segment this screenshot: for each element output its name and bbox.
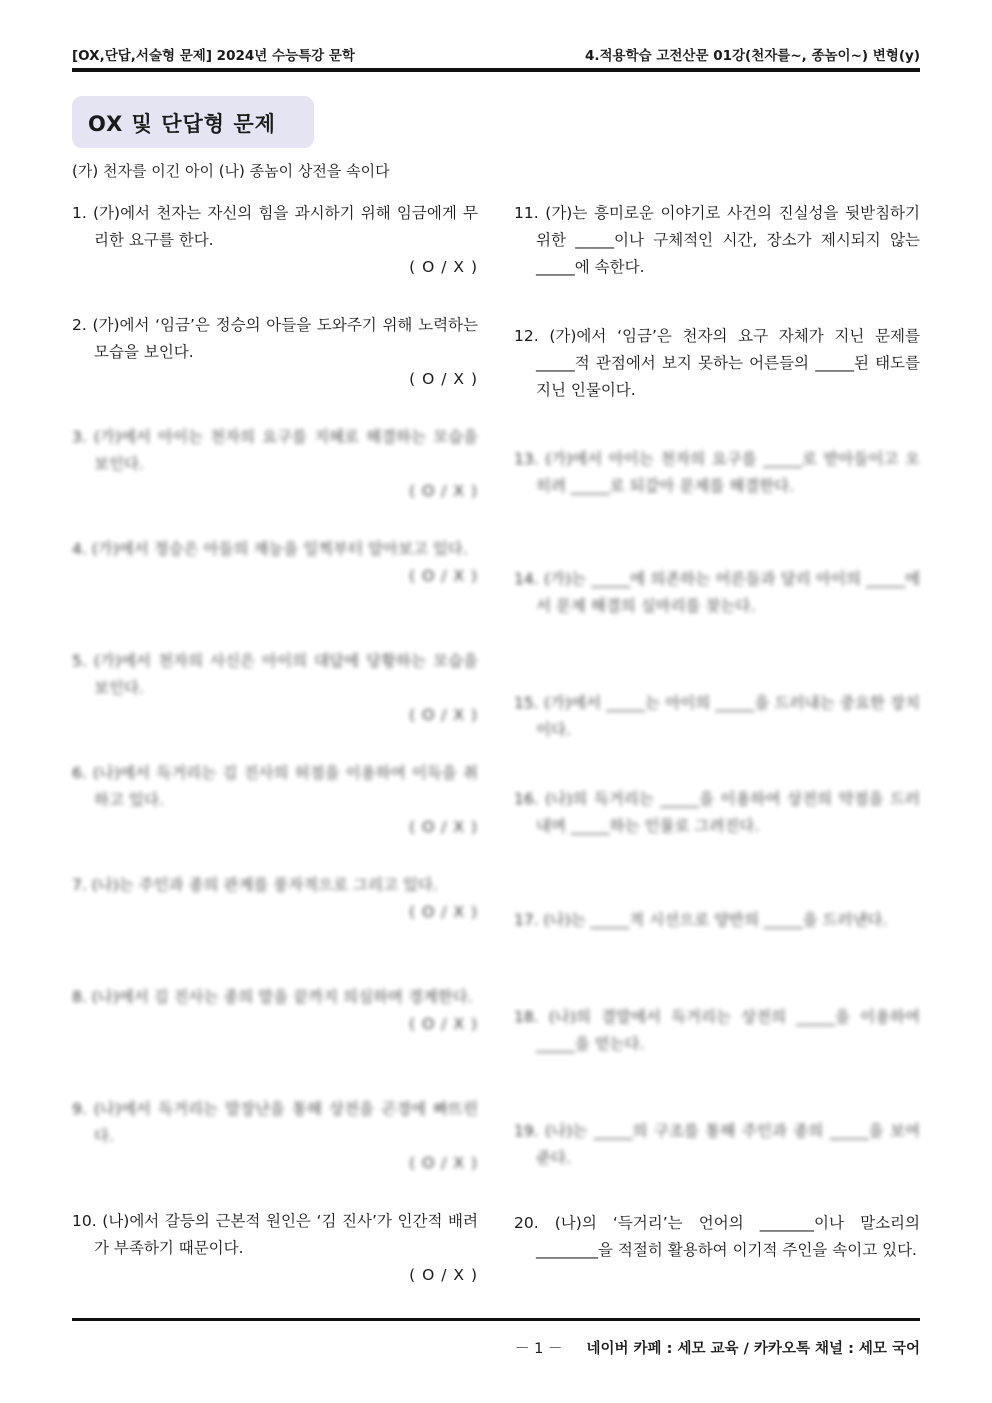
- question-text: 1. (가)에서 천자는 자신의 힘을 과시하기 위해 임금에게 무리한 요구를 한다.: [72, 204, 478, 249]
- question-12: [514, 323, 920, 404]
- question-16: [514, 786, 920, 840]
- question-text: 5. (가)에서 천자의 사신은 아이의 대답에 당황하는 모습을 보인다.: [72, 652, 478, 697]
- ox-answer: ( O / X ): [409, 1266, 478, 1284]
- page-number: － 1 －: [515, 1341, 563, 1357]
- question-4: [72, 536, 478, 590]
- question-text: 16. (나)의 득거리는 _____을 이용하여 상전의 약점을 드러내며 _____하는 인물로 그려진다.: [514, 790, 920, 835]
- question-text: 12. (가)에서 ‘임금’은 천자의 요구 자체가 지닌 문제를 _____적 관점에서 보지 못하는 어른들의 _____된 태도를 지닌 인물이다.: [514, 327, 920, 399]
- header-divider: [72, 68, 920, 72]
- footer-divider: [72, 1318, 920, 1321]
- question-text: 2. (가)에서 ‘임금’은 정승의 아들을 도와주기 위해 노력하는 모습을 보인다.: [72, 316, 478, 361]
- question-13: [514, 446, 920, 500]
- question-15: [514, 690, 920, 744]
- footer-channel-info: 네이버 카페 : 세모 교육 / 카카오톡 채널 : 세모 국어: [586, 1341, 920, 1357]
- question-1: [72, 200, 478, 281]
- question-text: 11. (가)는 흥미로운 이야기로 사건의 진실성을 뒷받침하기 위한 _____이나 구체적인 시간, 장소가 제시되지 않는 _____에 속한다.: [514, 204, 920, 276]
- section-title-badge: [72, 96, 314, 148]
- question-text: 8. (나)에서 김 진사는 종의 말을 끝까지 의심하며 경계한다.: [72, 988, 473, 1006]
- section-title: OX 및 단답형 문제: [88, 112, 276, 136]
- question-7: [72, 872, 478, 926]
- question-text: 7. (나)는 주인과 종의 관계를 풍자적으로 그리고 있다.: [72, 876, 438, 894]
- question-text: 9. (나)에서 득거리는 말장난을 통해 상전을 곤경에 빠뜨린다.: [72, 1100, 478, 1145]
- question-text: 17. (나)는 _____적 시선으로 양반의 _____을 드러낸다.: [514, 911, 888, 929]
- question-20: [514, 1210, 920, 1264]
- passage-subtitle: (가) 천자를 이긴 아이 (나) 종놈이 상전을 속이다: [72, 162, 390, 180]
- header-right-title: 4.적용학습 고전산문 01강(천자를~, 종놈이~) 변형(y): [584, 48, 920, 64]
- ox-answer: ( O / X ): [409, 706, 478, 724]
- question-text: 20. (나)의 ‘득거리’는 언어의 _______이나 말소리의 ________을 적절히 활용하여 이기적 주인을 속이고 있다.: [514, 1214, 920, 1259]
- question-3: [72, 424, 478, 505]
- question-11: [514, 200, 920, 281]
- question-text: 19. (나)는 _____의 구조를 통해 주인과 종의 _____을 보여 준다.: [514, 1122, 920, 1167]
- question-text: 10. (나)에서 갈등의 근본적 원인은 ‘김 진사’가 인간적 배려가 부족하기 때문이다.: [72, 1212, 478, 1257]
- ox-answer: ( O / X ): [409, 370, 478, 388]
- ox-answer: ( O / X ): [409, 1154, 478, 1172]
- ox-answer: ( O / X ): [409, 567, 478, 585]
- header-left-title: [OX,단답,서술형 문제] 2024년 수능특강 문학: [72, 48, 355, 64]
- question-19: [514, 1118, 920, 1172]
- question-17: [514, 907, 920, 934]
- question-text: 6. (나)에서 득거리는 김 진사의 허점을 이용하여 이득을 취하고 있다.: [72, 764, 478, 809]
- question-8: [72, 984, 478, 1038]
- question-9: [72, 1096, 478, 1177]
- question-10: [72, 1208, 478, 1289]
- ox-answer: ( O / X ): [409, 258, 478, 276]
- question-14: [514, 566, 920, 620]
- question-6: [72, 760, 478, 841]
- question-text: 15. (가)에서 _____는 아이의 _____을 드러내는 중요한 장치이다.: [514, 694, 920, 739]
- question-text: 14. (가)는 _____에 의존하는 어른들과 달리 아이의 _____에서 문제 해결의 실마리를 찾는다.: [514, 570, 920, 615]
- question-text: 18. (나)의 결말에서 득거리는 상전의 _____을 이용하여 _____을 얻는다.: [514, 1008, 920, 1053]
- page-footer: [515, 1337, 920, 1358]
- question-text: 13. (가)에서 아이는 천자의 요구를 _____로 받아들이고 오히려 _____로 되갚아 문제를 해결한다.: [514, 450, 920, 495]
- question-text: 3. (가)에서 아이는 천자의 요구를 지혜로 해결하는 모습을 보인다.: [72, 428, 478, 473]
- ox-answer: ( O / X ): [409, 482, 478, 500]
- question-2: [72, 312, 478, 393]
- question-18: [514, 1004, 920, 1058]
- question-text: 4. (가)에서 정승은 아들의 재능을 일찍부터 알아보고 있다.: [72, 540, 468, 558]
- ox-answer: ( O / X ): [409, 903, 478, 921]
- ox-answer: ( O / X ): [409, 1015, 478, 1033]
- question-5: [72, 648, 478, 729]
- ox-answer: ( O / X ): [409, 818, 478, 836]
- page-header: [72, 44, 920, 64]
